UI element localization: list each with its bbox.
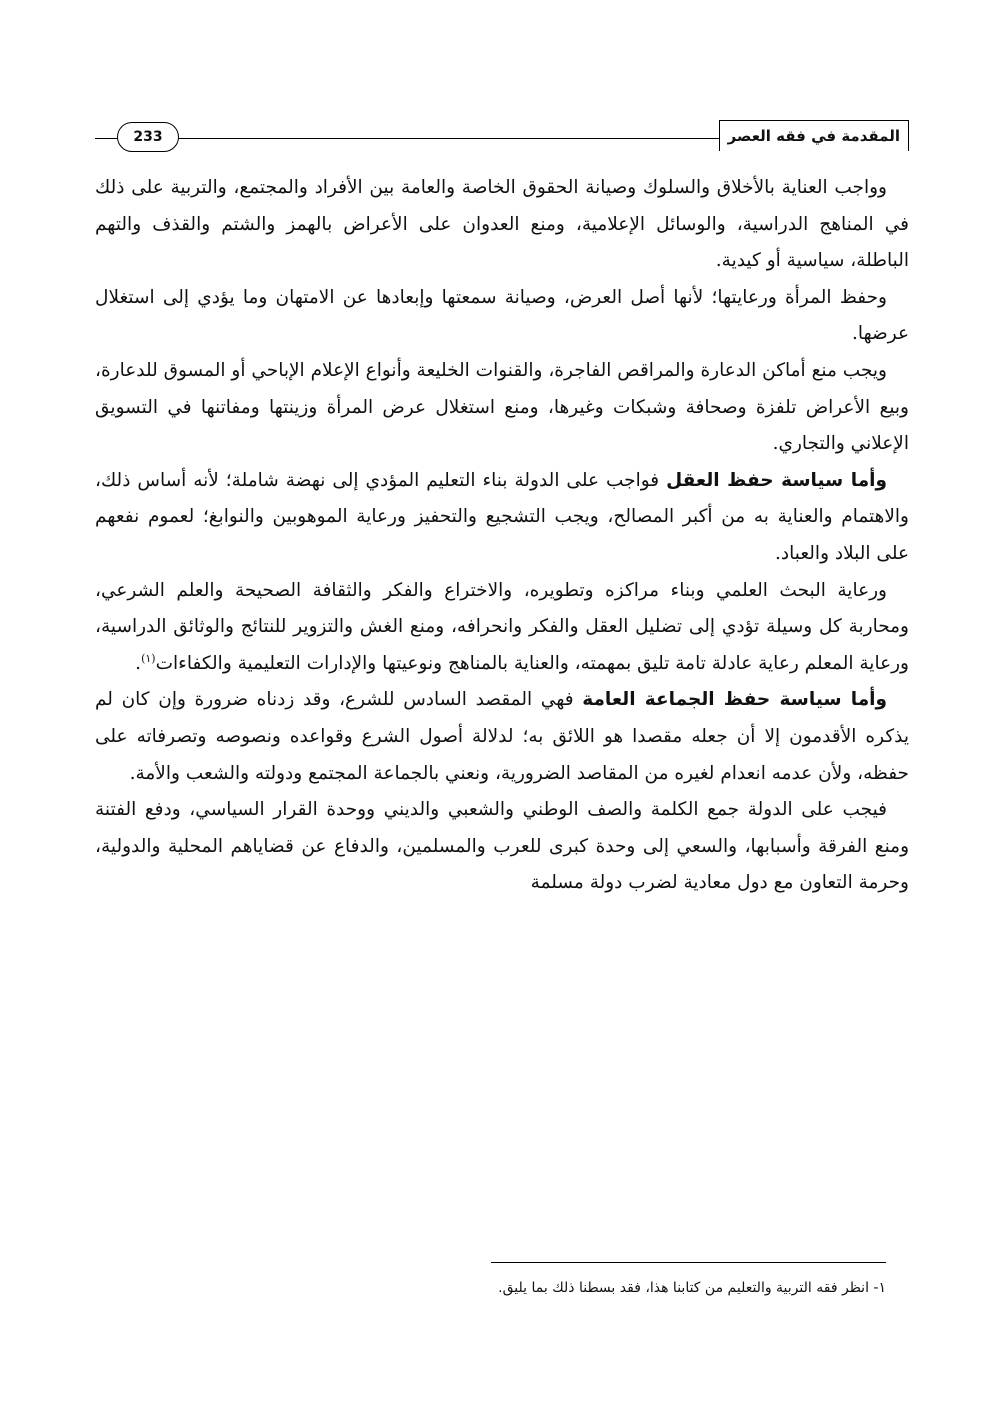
page-number: 233	[117, 122, 179, 152]
paragraph-2: وحفظ المرأة ورعايتها؛ لأنها أصل العرض، وصيانة سمعتها وإبعادها عن الامتهان وما يؤدي إلى استغلال عرضها.	[95, 286, 909, 345]
footnote-rule	[491, 1262, 886, 1263]
paragraph-5-text: ورعاية البحث العلمي وبناء مراكزه وتطويره، والاختراع والفكر والثقافة الصحيحة والعلم الشرعي، ومحاربة كل وسيلة تؤدي إلى تضليل العقل والفكر وانحرافه، ومنع الغش والتزوير للنتائج والوثائق الدراسية، ورعاية المعلم رعاية عادلة تامة تليق بمهمته، والعناية بالمناهج ونوعيتها والإدارات التعليمية والكفاءات	[95, 579, 909, 674]
page-header	[95, 112, 909, 152]
paragraph-4-text: فواجب على الدولة بناء التعليم المؤدي إلى نهضة شاملة؛ لأنه أساس ذلك، والاهتمام والعناية به من أكبر المصالح، ويجب التشجيع والتحفيز ورعاية الموهوبين والنوابغ؛ لعموم نفعهم على البلاد والعباد.	[95, 469, 909, 564]
footnote-reference[interactable]: (١)	[141, 651, 156, 665]
paragraph-3: ويجب منع أماكن الدعارة والمراقص الفاجرة، والقنوات الخليعة وأنواع الإعلام الإباحي أو المسوق للدعارة، وبيع الأعراض تلفزة وصحافة وشبكات وغيرها، ومنع استغلال عرض المرأة وزينتها ومفاتنها في التسويق الإعلاني والتجاري.	[95, 359, 909, 455]
paragraph-1: وواجب العناية بالأخلاق والسلوك وصيانة الحقوق الخاصة والعامة بين الأفراد والمجتمع، والتربية على ذلك في المناهج الدراسية، والوسائل الإعلامية، ومنع العدوان على الأعراض بالهمز والشتم والقذف والتهم الباطلة، سياسية أو كيدية.	[95, 177, 909, 272]
paragraph-5	[95, 573, 909, 683]
paragraph-7: فيجب على الدولة جمع الكلمة والصف الوطني والشعبي والديني ووحدة القرار السياسي، ودفع الفتنة ومنع الفرقة وأسبابها، والسعي إلى وحدة كبرى للعرب والمسلمين، والدفاع عن قضاياهم المحلية والدولية، وحرمة التعاون مع دول معادية لضرب دولة مسلمة	[95, 799, 909, 894]
paragraph-6-text: فهي المقصد السادس للشرع، وقد زدناه ضرورة وإن كان لم يذكره الأقدمون إلا أن جعله مقصدا هو اللائق به؛ لدلالة أصول الشرع وقواعده ونصوصه وتصرفاته على حفظه، ولأن عدمه انعدام لغيره من المقاصد الضرورية، ونعني بالجماعة المجتمع ودولته والشعب والأمة.	[95, 689, 909, 784]
paragraph-6	[95, 682, 909, 792]
paragraph-5-end: .	[135, 652, 142, 674]
paragraph-4	[95, 463, 909, 573]
section-lead-community: وأما سياسة حفظ الجماعة العامة	[582, 689, 888, 711]
section-lead-intellect: وأما سياسة حفظ العقل	[666, 469, 888, 491]
footnote: ١- انظر فقه التربية والتعليم من كتابنا هذا، فقد بسطنا ذلك بما يليق.	[498, 1280, 886, 1296]
book-title: المقدمة في فقه العصر	[719, 120, 909, 151]
body-text	[95, 170, 909, 902]
